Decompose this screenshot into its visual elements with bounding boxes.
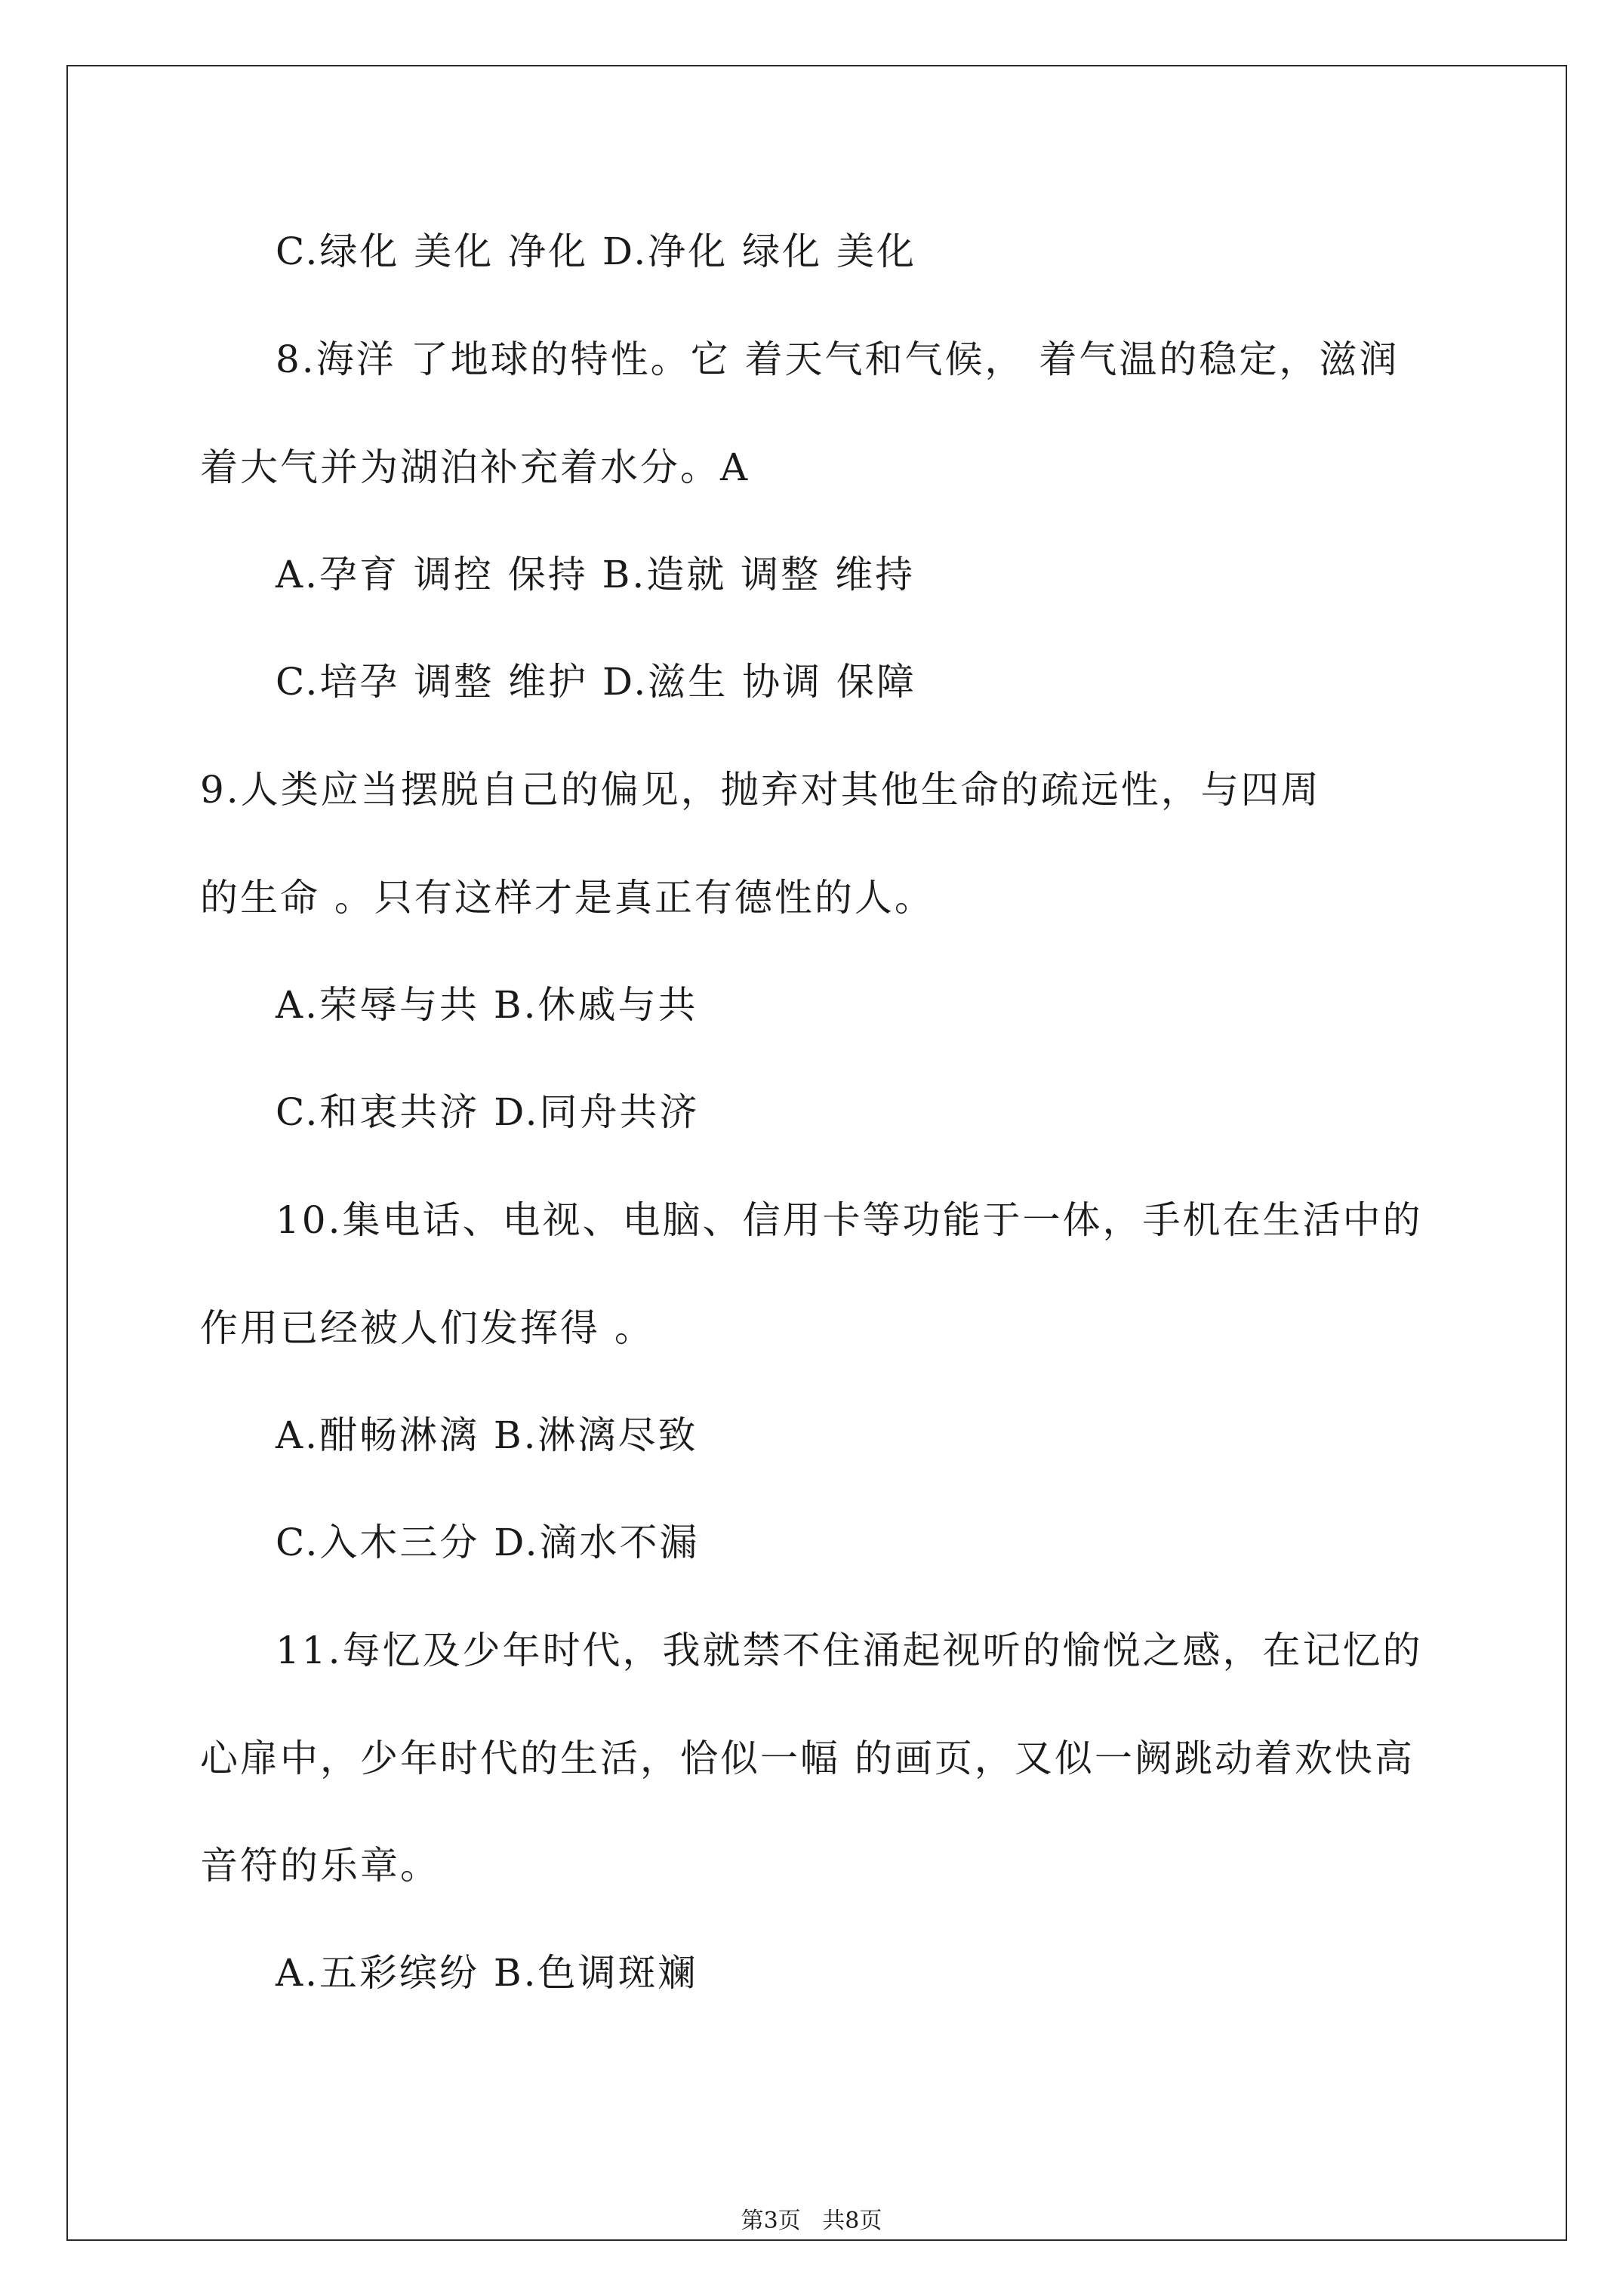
page-number-footer: 第3页 共8页: [741, 2208, 882, 2234]
option-line-10ab: A.酣畅淋漓 B.淋漓尽致: [276, 1413, 698, 1457]
option-line-10cd: C.入木三分 D.滴水不漏: [276, 1521, 700, 1564]
question-11-line-3: 音符的乐章。: [200, 1844, 440, 1888]
option-line-8ab: A.孕育 调控 保持 B.造就 调整 维持: [276, 553, 916, 596]
question-11-line-1: 11.每忆及少年时代，我就禁不住涌起视听的愉悦之感，在记忆的: [276, 1629, 1423, 1672]
question-8-line-2: 着大气并为湖泊补充着水分。A: [200, 445, 750, 489]
option-line-9ab: A.荣辱与共 B.休戚与共: [276, 983, 698, 1027]
question-10-line-2: 作用已经被人们发挥得 。: [200, 1306, 654, 1350]
option-line-9cd: C.和衷共济 D.同舟共济: [276, 1090, 700, 1134]
option-line-8cd: C.培孕 调整 维护 D.滋生 协调 保障: [276, 660, 917, 704]
page-border: [66, 65, 1567, 2241]
question-10-line-1: 10.集电话、电视、电脑、信用卡等功能于一体，手机在生活中的: [276, 1198, 1423, 1242]
question-8-line-1: 8.海洋 了地球的特性。它 着天气和气候， 着气温的稳定，滋润: [276, 337, 1400, 381]
question-9-line-1: 9.人类应当摆脱自己的偏见，抛弃对其他生命的疏远性，与四周: [200, 768, 1321, 812]
question-11-line-2: 心扉中，少年时代的生活，恰似一幅 的画页，又似一阙跳动着欢快高: [200, 1737, 1415, 1780]
question-9-line-2: 的生命 。只有这样才是真正有德性的人。: [200, 876, 935, 920]
option-line-11ab: A.五彩缤纷 B.色调斑斓: [276, 1951, 698, 1995]
option-line-7cd: C.绿化 美化 净化 D.净化 绿化 美化: [276, 230, 917, 273]
